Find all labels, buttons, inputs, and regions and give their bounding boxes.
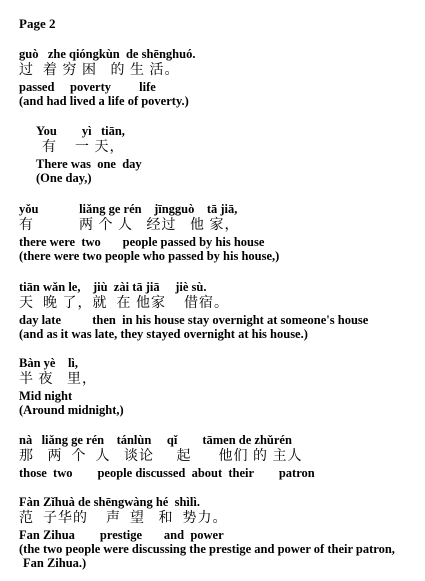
- page-title: Page 2: [19, 16, 56, 31]
- gloss-line: there were two people passed by his house: [19, 235, 265, 249]
- pinyin-line: guò zhe qióngkùn de shēnghuó.: [19, 47, 196, 61]
- translation-line: (and as it was late, they stayed overnight at his house.): [19, 327, 308, 341]
- gloss-line: passed poverty life: [19, 80, 156, 94]
- gloss-line: those two people discussed about their patron: [19, 466, 315, 480]
- chinese-line: 过 着 穷 困 的 生 活。: [19, 63, 180, 78]
- chinese-line: 天 晚 了，就 在 他家 借宿。: [19, 296, 229, 311]
- translation-line-cont: Fan Zihua.): [23, 556, 87, 570]
- pinyin-line: Bàn yè lì,: [19, 356, 79, 370]
- chinese-line: 有 两 个 人 经过 他 家，: [19, 218, 240, 233]
- pinyin-line: nà liǎng ge rén tánlùn qǐ tāmen de zhǔrén: [19, 433, 292, 447]
- pinyin-line: yǒu liǎng ge rén jīngguò tā jiā,: [19, 202, 238, 216]
- pinyin-line: tiān wǎn le, jiù zài tā jiā jiè sù.: [19, 280, 207, 294]
- chinese-line: 有 一 天，: [42, 140, 125, 155]
- translation-line: (the two people were discussing the prestige and power of their patron,: [19, 542, 395, 556]
- chinese-line: 范 子华的 声 望 和 势力。: [19, 511, 228, 526]
- chinese-line: 半 夜 里，: [19, 372, 97, 387]
- pinyin-line: You yì tiān,: [36, 124, 125, 138]
- gloss-line: Fan Zihua prestige and power: [19, 528, 224, 542]
- gloss-line: day late then in his house stay overnight at someone's house: [19, 313, 369, 327]
- translation-line: (and had lived a life of poverty.): [19, 94, 189, 108]
- translation-line: (Around midnight,): [19, 403, 124, 417]
- gloss-line: Mid night: [19, 389, 73, 403]
- translation-line: (there were two people who passed by his house,): [19, 249, 280, 263]
- pinyin-line: Fàn Zǐhuà de shēngwàng hé shìlì.: [19, 495, 200, 509]
- gloss-line: There was one day: [36, 157, 142, 171]
- chinese-line: 那 两 个 人 谈论 起 他们 的 主人: [19, 449, 303, 464]
- translation-line: (One day,): [36, 171, 92, 185]
